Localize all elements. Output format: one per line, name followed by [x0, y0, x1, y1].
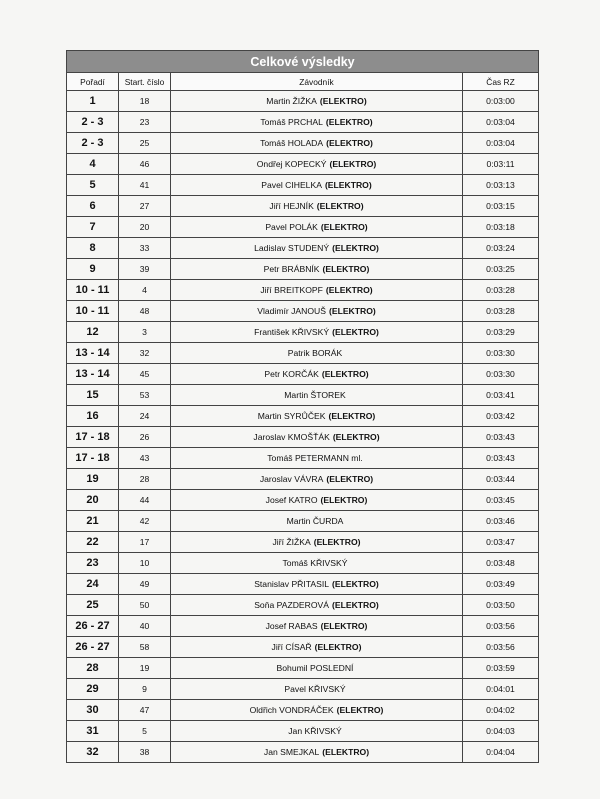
- class-label: (ELEKTRO): [336, 705, 384, 715]
- header-position: Pořadí: [67, 73, 119, 91]
- start-number-cell: 39: [119, 259, 171, 280]
- table-row: [67, 679, 539, 700]
- start-number-cell: 24: [119, 406, 171, 427]
- driver-name: Jaroslav KMOŠŤÁK: [253, 432, 330, 442]
- position-cell: 31: [67, 721, 119, 742]
- start-number-cell: 47: [119, 700, 171, 721]
- driver-cell: [171, 259, 463, 280]
- start-number-cell: 42: [119, 511, 171, 532]
- class-label: (ELEKTRO): [328, 306, 376, 316]
- driver-cell: [171, 553, 463, 574]
- table-row: [67, 175, 539, 196]
- driver-cell: [171, 679, 463, 700]
- driver-name: Jan KŘIVSKÝ: [288, 726, 342, 736]
- driver-cell: [171, 448, 463, 469]
- start-number-cell: 4: [119, 280, 171, 301]
- class-label: (ELEKTRO): [320, 495, 368, 505]
- table-row: [67, 364, 539, 385]
- time-cell: 0:04:03: [463, 721, 539, 742]
- time-cell: 0:03:50: [463, 595, 539, 616]
- position-cell: 30: [67, 700, 119, 721]
- driver-cell: [171, 385, 463, 406]
- position-cell: 10 - 11: [67, 301, 119, 322]
- position-cell: 9: [67, 259, 119, 280]
- driver-cell: [171, 490, 463, 511]
- table-row: [67, 259, 539, 280]
- start-number-cell: 25: [119, 133, 171, 154]
- driver-cell: [171, 280, 463, 301]
- time-cell: 0:03:29: [463, 322, 539, 343]
- start-number-cell: 49: [119, 574, 171, 595]
- table-row: [67, 658, 539, 679]
- start-number-cell: 5: [119, 721, 171, 742]
- position-cell: 17 - 18: [67, 427, 119, 448]
- driver-name: Soňa PAZDEROVÁ: [254, 600, 330, 610]
- position-cell: 21: [67, 511, 119, 532]
- class-label: (ELEKTRO): [316, 201, 364, 211]
- table-row: [67, 616, 539, 637]
- driver-cell: [171, 364, 463, 385]
- table-row: [67, 217, 539, 238]
- driver-cell: [171, 469, 463, 490]
- driver-cell: [171, 511, 463, 532]
- table-row: [67, 532, 539, 553]
- start-number-cell: 40: [119, 616, 171, 637]
- driver-cell: [171, 301, 463, 322]
- time-cell: 0:03:04: [463, 133, 539, 154]
- start-number-cell: 28: [119, 469, 171, 490]
- position-cell: 5: [67, 175, 119, 196]
- class-label: (ELEKTRO): [320, 222, 368, 232]
- table-row: [67, 301, 539, 322]
- driver-cell: [171, 427, 463, 448]
- time-cell: 0:03:18: [463, 217, 539, 238]
- time-cell: 0:03:49: [463, 574, 539, 595]
- driver-cell: [171, 742, 463, 763]
- driver-cell: [171, 91, 463, 112]
- driver-cell: [171, 154, 463, 175]
- table-row: [67, 196, 539, 217]
- driver-cell: [171, 406, 463, 427]
- class-label: (ELEKTRO): [332, 243, 379, 253]
- driver-name: Petr BRÁBNÍK: [263, 264, 320, 274]
- class-label: (ELEKTRO): [321, 369, 369, 379]
- start-number-cell: 44: [119, 490, 171, 511]
- start-number-cell: 53: [119, 385, 171, 406]
- time-cell: 0:03:30: [463, 343, 539, 364]
- driver-cell: [171, 721, 463, 742]
- time-cell: 0:03:56: [463, 637, 539, 658]
- position-cell: 13 - 14: [67, 364, 119, 385]
- driver-name: Patrik BORÁK: [287, 348, 343, 358]
- time-cell: 0:03:59: [463, 658, 539, 679]
- table-row: [67, 742, 539, 763]
- driver-name: Jiří ŽIŽKA: [272, 537, 311, 547]
- class-label: (ELEKTRO): [325, 285, 373, 295]
- time-cell: 0:03:41: [463, 385, 539, 406]
- driver-cell: [171, 133, 463, 154]
- start-number-cell: 41: [119, 175, 171, 196]
- position-cell: 20: [67, 490, 119, 511]
- driver-name: František KŘIVSKÝ: [254, 327, 330, 337]
- table-row: [67, 700, 539, 721]
- class-label: (ELEKTRO): [326, 474, 374, 484]
- driver-name: Tomáš KŘIVSKÝ: [282, 558, 348, 568]
- position-cell: 1: [67, 91, 119, 112]
- table-row: [67, 637, 539, 658]
- driver-cell: [171, 343, 463, 364]
- driver-name: Josef KATRO: [265, 495, 318, 505]
- class-label: (ELEKTRO): [320, 621, 368, 631]
- class-label: (ELEKTRO): [322, 264, 370, 274]
- time-cell: 0:03:44: [463, 469, 539, 490]
- driver-name: Oldřich VONDRÁČEK: [249, 705, 334, 715]
- driver-name: Jan SMEJKAL: [263, 747, 320, 757]
- class-label: (ELEKTRO): [326, 138, 373, 148]
- time-cell: 0:03:47: [463, 532, 539, 553]
- position-cell: 2 - 3: [67, 133, 119, 154]
- start-number-cell: 20: [119, 217, 171, 238]
- driver-name: Ondřej KOPECKÝ: [256, 159, 327, 169]
- position-cell: 24: [67, 574, 119, 595]
- driver-cell: [171, 574, 463, 595]
- position-cell: 23: [67, 553, 119, 574]
- table-row: [67, 280, 539, 301]
- position-cell: 26 - 27: [67, 637, 119, 658]
- start-number-cell: 23: [119, 112, 171, 133]
- driver-name: Ladislav STUDENÝ: [254, 243, 330, 253]
- table-row: [67, 553, 539, 574]
- position-cell: 7: [67, 217, 119, 238]
- driver-name: Vladimír JANOUŠ: [257, 306, 326, 316]
- start-number-cell: 38: [119, 742, 171, 763]
- header-driver: Závodník: [171, 73, 463, 91]
- position-cell: 16: [67, 406, 119, 427]
- time-cell: 0:03:24: [463, 238, 539, 259]
- table-row: [67, 322, 539, 343]
- table-row: [67, 406, 539, 427]
- class-label: (ELEKTRO): [322, 747, 370, 757]
- time-cell: 0:03:30: [463, 364, 539, 385]
- start-number-cell: 48: [119, 301, 171, 322]
- driver-cell: [171, 595, 463, 616]
- start-number-cell: 58: [119, 637, 171, 658]
- header-time: Čas RZ: [463, 73, 539, 91]
- class-label: (ELEKTRO): [329, 159, 377, 169]
- driver-name: Tomáš PETERMANN ml.: [267, 453, 363, 463]
- driver-name: Bohumil POSLEDNÍ: [276, 663, 354, 673]
- driver-name: Pavel CIHELKA: [261, 180, 322, 190]
- time-cell: 0:03:48: [463, 553, 539, 574]
- position-cell: 10 - 11: [67, 280, 119, 301]
- start-number-cell: 27: [119, 196, 171, 217]
- time-cell: 0:03:28: [463, 280, 539, 301]
- table-row: [67, 154, 539, 175]
- time-cell: 0:03:13: [463, 175, 539, 196]
- driver-cell: [171, 322, 463, 343]
- table-row: [67, 574, 539, 595]
- driver-name: Tomáš PRCHAL: [260, 117, 323, 127]
- start-number-cell: 3: [119, 322, 171, 343]
- time-cell: 0:03:46: [463, 511, 539, 532]
- position-cell: 13 - 14: [67, 343, 119, 364]
- class-label: (ELEKTRO): [319, 96, 367, 106]
- table-row: [67, 133, 539, 154]
- driver-name: Jiří CÍSAŘ: [271, 642, 312, 652]
- class-label: (ELEKTRO): [332, 579, 379, 589]
- class-label: (ELEKTRO): [328, 411, 376, 421]
- table-row: [67, 469, 539, 490]
- start-number-cell: 26: [119, 427, 171, 448]
- class-label: (ELEKTRO): [314, 642, 362, 652]
- start-number-cell: 43: [119, 448, 171, 469]
- time-cell: 0:03:11: [463, 154, 539, 175]
- position-cell: 19: [67, 469, 119, 490]
- table-row: [67, 448, 539, 469]
- driver-name: Jaroslav VÁVRA: [259, 474, 324, 484]
- time-cell: 0:03:25: [463, 259, 539, 280]
- position-cell: 22: [67, 532, 119, 553]
- table-row: [67, 112, 539, 133]
- class-label: (ELEKTRO): [332, 432, 380, 442]
- start-number-cell: 19: [119, 658, 171, 679]
- driver-cell: [171, 196, 463, 217]
- table-row: [67, 343, 539, 364]
- time-cell: 0:03:28: [463, 301, 539, 322]
- position-cell: 15: [67, 385, 119, 406]
- table-row: [67, 385, 539, 406]
- results-body: [67, 91, 539, 763]
- class-label: (ELEKTRO): [324, 180, 372, 190]
- start-number-cell: 33: [119, 238, 171, 259]
- start-number-cell: 46: [119, 154, 171, 175]
- time-cell: 0:03:43: [463, 448, 539, 469]
- time-cell: 0:03:42: [463, 406, 539, 427]
- time-cell: 0:03:43: [463, 427, 539, 448]
- position-cell: 6: [67, 196, 119, 217]
- time-cell: 0:03:15: [463, 196, 539, 217]
- driver-cell: [171, 658, 463, 679]
- start-number-cell: 50: [119, 595, 171, 616]
- driver-name: Josef RABAS: [265, 621, 318, 631]
- time-cell: 0:03:04: [463, 112, 539, 133]
- time-cell: 0:03:00: [463, 91, 539, 112]
- driver-cell: [171, 217, 463, 238]
- table-row: [67, 91, 539, 112]
- table-row: [67, 595, 539, 616]
- driver-cell: [171, 700, 463, 721]
- position-cell: 4: [67, 154, 119, 175]
- driver-name: Jiří HEJNÍK: [269, 201, 314, 211]
- time-cell: 0:03:45: [463, 490, 539, 511]
- time-cell: 0:04:01: [463, 679, 539, 700]
- driver-name: Martin SYRŮČEK: [257, 411, 326, 421]
- time-cell: 0:03:56: [463, 616, 539, 637]
- driver-cell: [171, 637, 463, 658]
- driver-name: Petr KORČÁK: [264, 369, 319, 379]
- driver-name: Pavel POLÁK: [265, 222, 318, 232]
- start-number-cell: 9: [119, 679, 171, 700]
- class-label: (ELEKTRO): [332, 327, 379, 337]
- driver-cell: [171, 112, 463, 133]
- position-cell: 2 - 3: [67, 112, 119, 133]
- position-cell: 26 - 27: [67, 616, 119, 637]
- driver-cell: [171, 175, 463, 196]
- header-start-number: Start. číslo: [119, 73, 171, 91]
- time-cell: 0:04:04: [463, 742, 539, 763]
- position-cell: 8: [67, 238, 119, 259]
- position-cell: 12: [67, 322, 119, 343]
- driver-name: Tomáš HOLADA: [260, 138, 324, 148]
- table-row: [67, 490, 539, 511]
- class-label: (ELEKTRO): [332, 600, 379, 610]
- start-number-cell: 45: [119, 364, 171, 385]
- table-row: [67, 238, 539, 259]
- start-number-cell: 10: [119, 553, 171, 574]
- position-cell: 29: [67, 679, 119, 700]
- table-row: [67, 427, 539, 448]
- driver-cell: [171, 532, 463, 553]
- driver-cell: [171, 238, 463, 259]
- driver-name: Stanislav PŘITASIL: [254, 579, 330, 589]
- driver-cell: [171, 616, 463, 637]
- position-cell: 17 - 18: [67, 448, 119, 469]
- driver-name: Martin ČURDA: [286, 516, 344, 526]
- start-number-cell: 32: [119, 343, 171, 364]
- results-table: [66, 50, 539, 763]
- driver-name: Martin ŽIŽKA: [266, 96, 317, 106]
- driver-name: Pavel KŘIVSKÝ: [284, 684, 346, 694]
- table-row: [67, 511, 539, 532]
- class-label: (ELEKTRO): [313, 537, 361, 547]
- driver-name: Martin ŠTOREK: [284, 390, 346, 400]
- table-title: Celkové výsledky: [67, 51, 539, 73]
- class-label: (ELEKTRO): [325, 117, 373, 127]
- time-cell: 0:04:02: [463, 700, 539, 721]
- position-cell: 32: [67, 742, 119, 763]
- start-number-cell: 17: [119, 532, 171, 553]
- driver-name: Jiří BREITKOPF: [260, 285, 323, 295]
- position-cell: 28: [67, 658, 119, 679]
- table-row: [67, 721, 539, 742]
- position-cell: 25: [67, 595, 119, 616]
- start-number-cell: 18: [119, 91, 171, 112]
